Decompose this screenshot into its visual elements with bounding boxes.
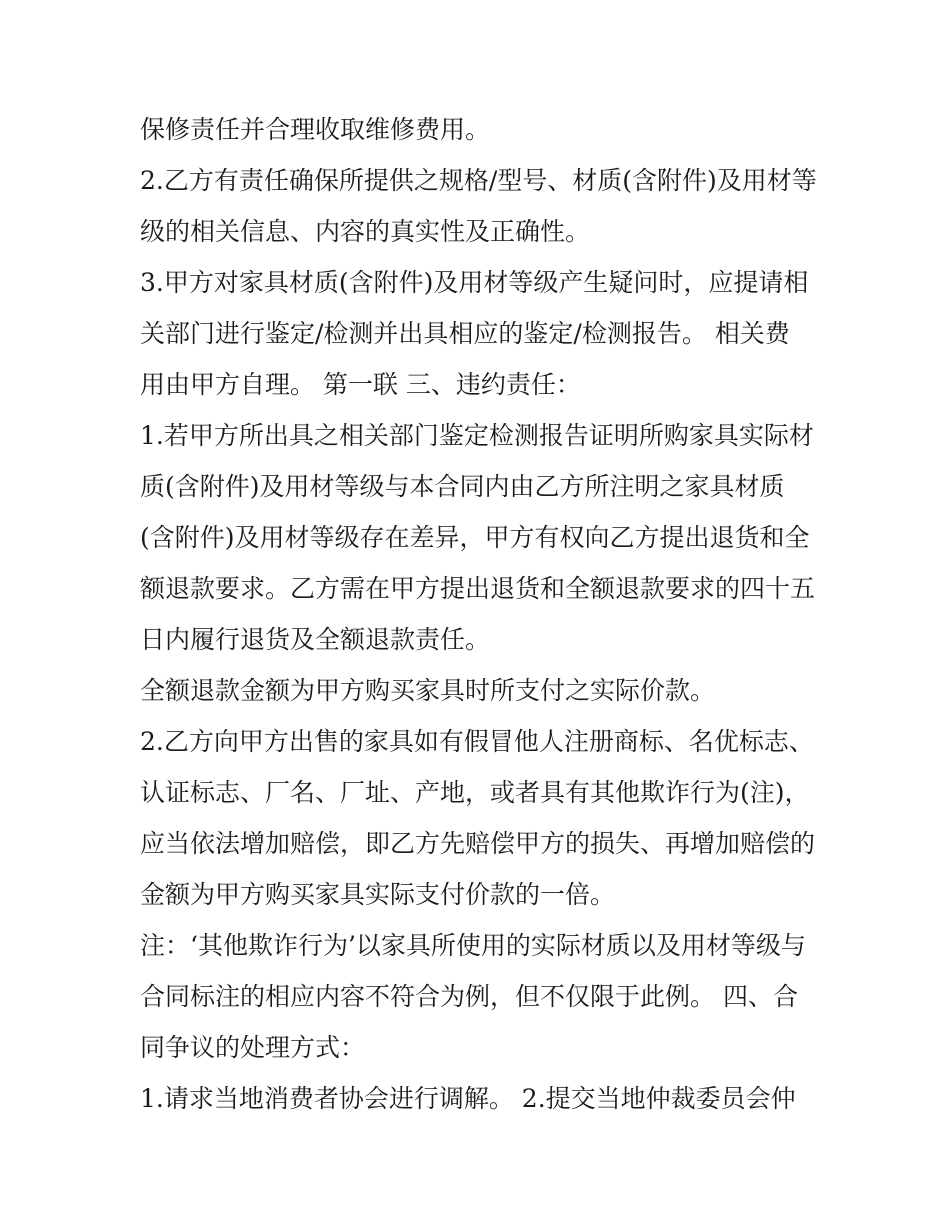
text-line: 应当依法增加赔偿，即乙方先赔偿甲方的损失、再增加赔偿的	[140, 829, 816, 858]
text-line: 2.乙方有责任确保所提供之规格/型号、材质(含附件)及用材等	[140, 166, 817, 195]
text-line: 合同标注的相应内容不符合为例，但不仅限于此例。 四、合	[140, 982, 798, 1011]
text-line: 1.请求当地消费者协会进行调解。 2.提交当地仲裁委员会仲	[140, 1084, 796, 1113]
text-line: 保修责任并合理收取维修费用。	[140, 115, 491, 144]
contract-text-body	[140, 104, 830, 1124]
text-line: 1.若甲方所出具之相关部门鉴定检测报告证明所购家具实际材	[140, 421, 814, 450]
text-line: 3.甲方对家具材质(含附件)及用材等级产生疑问时，应提请相	[140, 268, 809, 297]
text-line: 日内履行退货及全额退款责任。	[140, 625, 491, 654]
text-line: 认证标志、厂名、厂址、产地，或者具有其他欺诈行为(注)，	[140, 778, 810, 807]
text-line: 用由甲方自理。 第一联 三、违约责任：	[140, 370, 581, 399]
text-line: 同争议的处理方式：	[140, 1033, 366, 1062]
text-line: (含附件)及用材等级存在差异，甲方有权向乙方提出退货和全	[140, 523, 810, 552]
text-line: 额退款要求。乙方需在甲方提出退货和全额退款要求的四十五	[140, 574, 816, 603]
text-line: 2.乙方向甲方出售的家具如有假冒他人注册商标、名优标志、	[140, 727, 814, 756]
text-line: 关部门进行鉴定/检测并出具相应的鉴定/检测报告。 相关费	[140, 319, 790, 348]
text-line: 全额退款金额为甲方购买家具时所支付之实际价款。	[140, 676, 716, 705]
text-line: 金额为甲方购买家具实际支付价款的一倍。	[140, 880, 616, 909]
text-line: 级的相关信息、内容的真实性及正确性。	[140, 217, 591, 246]
text-line: 质(含附件)及用材等级与本合同内由乙方所注明之家具材质	[140, 472, 785, 501]
text-line: 注：‘其他欺诈行为’以家具所使用的实际材质以及用材等级与	[140, 931, 806, 960]
